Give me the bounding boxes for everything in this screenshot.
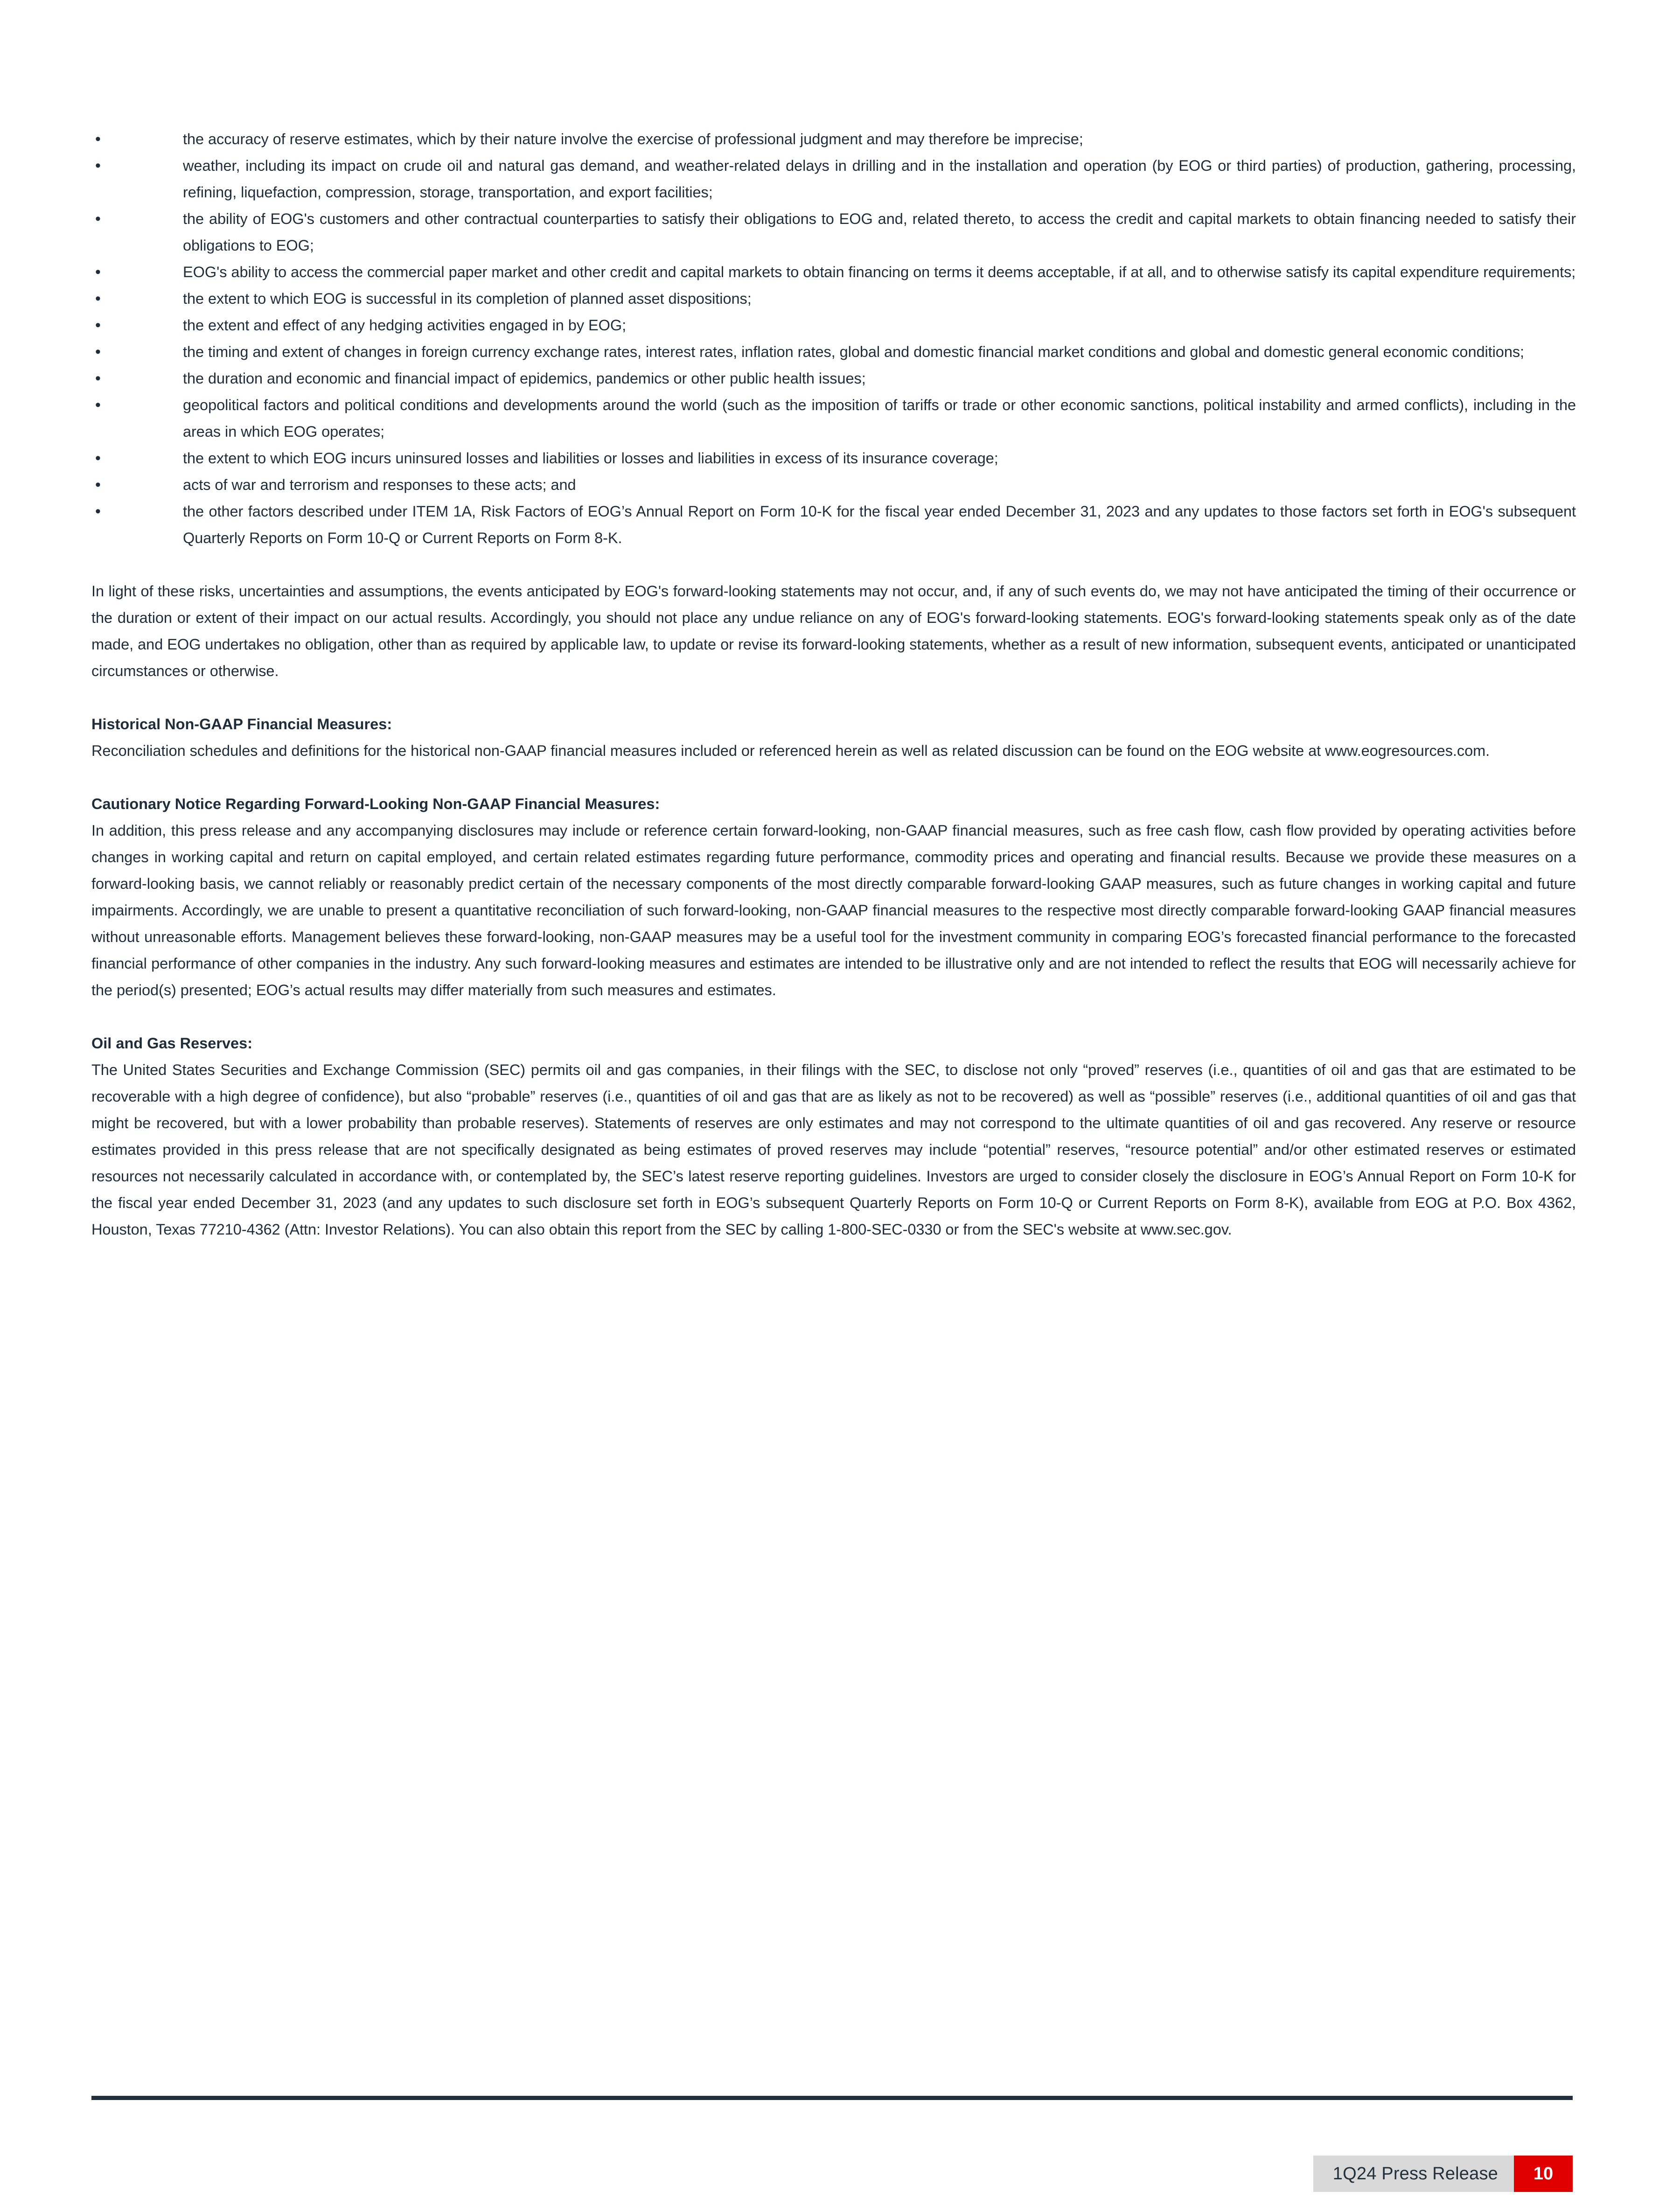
list-item [91,259,1576,286]
list-item-text: weather, including its impact on crude oil and natural gas demand, and weather-related delays in drilling and in the installation and operation (by EOG or third parties) of production, gathering, processing, refining, liquefaction, compression, storage, transportation, and export facilities; [183,157,1576,201]
bullet-icon: • [95,449,101,467]
spacer [91,551,1576,578]
list-item-text: the duration and economic and financial impact of epidemics, pandemics or other public health issues; [183,370,866,387]
list-item-text: the extent to which EOG incurs uninsured losses and liabilities or losses and liabilities in excess of its insurance coverage; [183,450,998,467]
spacer [91,684,1576,711]
section-heading-oil-and-gas-reserves: Oil and Gas Reserves: [91,1035,253,1052]
bullet-icon: • [95,343,101,361]
list-item [91,445,1576,472]
list-item [91,286,1576,312]
list-item [91,206,1576,259]
list-item [91,339,1576,365]
risk-factors-bullet-list [91,126,1576,551]
section-body-oil-and-gas-reserves: The United States Securities and Exchange Commission (SEC) permits oil and gas companies, in their filings with the SEC, to disclose not only “proved” reserves (i.e., quantities of oil and gas that are estimated to be recoverable with a high degree of confidence), but also “probable” reserves (i.e., quantities of oil and gas that are as likely as not to be recovered) as well as “possible” reserves (i.e., additional quantities of oil and gas that might be recovered, but with a lower probability than probable reserves). Statements of reserves are only estimates and may not correspond to the ultimate quantities of oil and gas recovered. Any reserve or resource estimates provided in this press release that are not specifically designated as being estimates of proved reserves may include “potential” reserves, “resource potential” and/or other estimated reserves or estimated resources not necessarily calculated in accordance with, or contemplated by, the SEC’s latest reserve reporting guidelines. Investors are urged to consider closely the disclosure in EOG’s Annual Report on Form 10-K for the fiscal year ended December 31, 2023 (and any updates to such disclosure set forth in EOG’s subsequent Quarterly Reports on Form 10-Q or Current Reports on Form 8-K), available from EOG at P.O. Box 4362, Houston, Texas 77210-4362 (Attn: Investor Relations). You can also obtain this report from the SEC by calling 1-800-SEC-0330 or from the SEC's website at www.sec.gov. [91,1061,1576,1238]
list-item [91,126,1576,153]
bullet-icon: • [95,157,101,174]
footer-label: 1Q24 Press Release [1313,2156,1514,2192]
bullet-icon: • [95,263,101,281]
section-heading-cautionary-notice: Cautionary Notice Regarding Forward-Looking Non-GAAP Financial Measures: [91,795,660,812]
list-item [91,365,1576,392]
section-body-historical-non-gaap: Reconciliation schedules and definitions for the historical non-GAAP financial measures included or referenced herein as well as related discussion can be found on the EOG website at www.eogresources.com. [91,742,1490,759]
list-item-text: the extent and effect of any hedging activities engaged in by EOG; [183,317,627,334]
bullet-icon: • [95,210,101,228]
list-item [91,498,1576,551]
bullet-icon: • [95,290,101,307]
list-item-text: the accuracy of reserve estimates, which by their nature involve the exercise of professional judgment and may therefore be imprecise; [183,131,1083,147]
bullet-icon: • [95,370,101,387]
page-content [91,126,1576,1243]
list-item [91,392,1576,445]
closing-paragraph: In light of these risks, uncertainties and assumptions, the events anticipated by EOG's forward-looking statements may not occur, and, if any of such events do, we may not have anticipated the timing of their occurrence or the duration or extent of their impact on our actual results. Accordingly, you should not place any undue reliance on any of EOG's forward-looking statements. EOG's forward-looking statements speak only as of the date made, and EOG undertakes no obligation, other than as required by applicable law, to update or revise its forward-looking statements, whether as a result of new information, subsequent events, anticipated or unanticipated circumstances or otherwise. [91,583,1576,679]
list-item-text: the other factors described under ITEM 1A, Risk Factors of EOG’s Annual Report on Form 10-K for the fiscal year ended December 31, 2023 and any updates to those factors set forth in EOG's subsequent Quarterly Reports on Form 10-Q or Current Reports on Form 8-K. [183,503,1576,546]
list-item [91,153,1576,206]
spacer [91,764,1576,791]
spacer [91,1004,1576,1030]
list-item [91,312,1576,339]
page-number: 10 [1514,2156,1573,2192]
list-item-text: the timing and extent of changes in foreign currency exchange rates, interest rates, inflation rates, global and domestic financial market conditions and global and domestic general economic conditions; [183,343,1525,360]
list-item-text: geopolitical factors and political conditions and developments around the world (such as the imposition of tariffs or trade or other economic sanctions, political instability and armed conflicts), including in the areas in which EOG operates; [183,397,1576,440]
footer-page-badge [1313,2156,1573,2192]
list-item-text: EOG's ability to access the commercial paper market and other credit and capital markets to obtain financing on terms it deems acceptable, if at all, and to otherwise satisfy its capital expenditure requirements; [183,264,1576,280]
list-item-text: acts of war and terrorism and responses to these acts; and [183,476,576,493]
bullet-icon: • [95,502,101,520]
bullet-icon: • [95,130,101,148]
list-item-text: the extent to which EOG is successful in its completion of planned asset dispositions; [183,290,752,307]
list-item [91,472,1576,498]
bullet-icon: • [95,316,101,334]
footer-divider [91,2096,1573,2100]
bullet-icon: • [95,476,101,494]
section-body-cautionary-notice: In addition, this press release and any accompanying disclosures may include or reference certain forward-looking, non-GAAP financial measures, such as free cash flow, cash flow provided by operating activities before changes in working capital and return on capital employed, and certain related estimates regarding future performance, commodity prices and operating and financial results. Because we provide these measures on a forward-looking basis, we cannot reliably or reasonably predict certain of the necessary components of the most directly comparable forward-looking GAAP measures, such as future changes in working capital and future impairments. Accordingly, we are unable to present a quantitative reconciliation of such forward-looking, non-GAAP financial measures to the respective most directly comparable forward-looking GAAP financial measures without unreasonable efforts. Management believes these forward-looking, non-GAAP measures may be a useful tool for the investment community in comparing EOG’s forecasted financial performance to the forecasted financial performance of other companies in the industry. Any such forward-looking measures and estimates are intended to be illustrative only and are not intended to reflect the results that EOG will necessarily achieve for the period(s) presented; EOG’s actual results may differ materially from such measures and estimates. [91,822,1576,998]
section-heading-historical-non-gaap: Historical Non-GAAP Financial Measures: [91,716,392,733]
bullet-icon: • [95,396,101,414]
list-item-text: the ability of EOG's customers and other contractual counterparties to satisfy their obligations to EOG and, related thereto, to access the credit and capital markets to obtain financing needed to satisfy their obligations to EOG; [183,210,1576,254]
